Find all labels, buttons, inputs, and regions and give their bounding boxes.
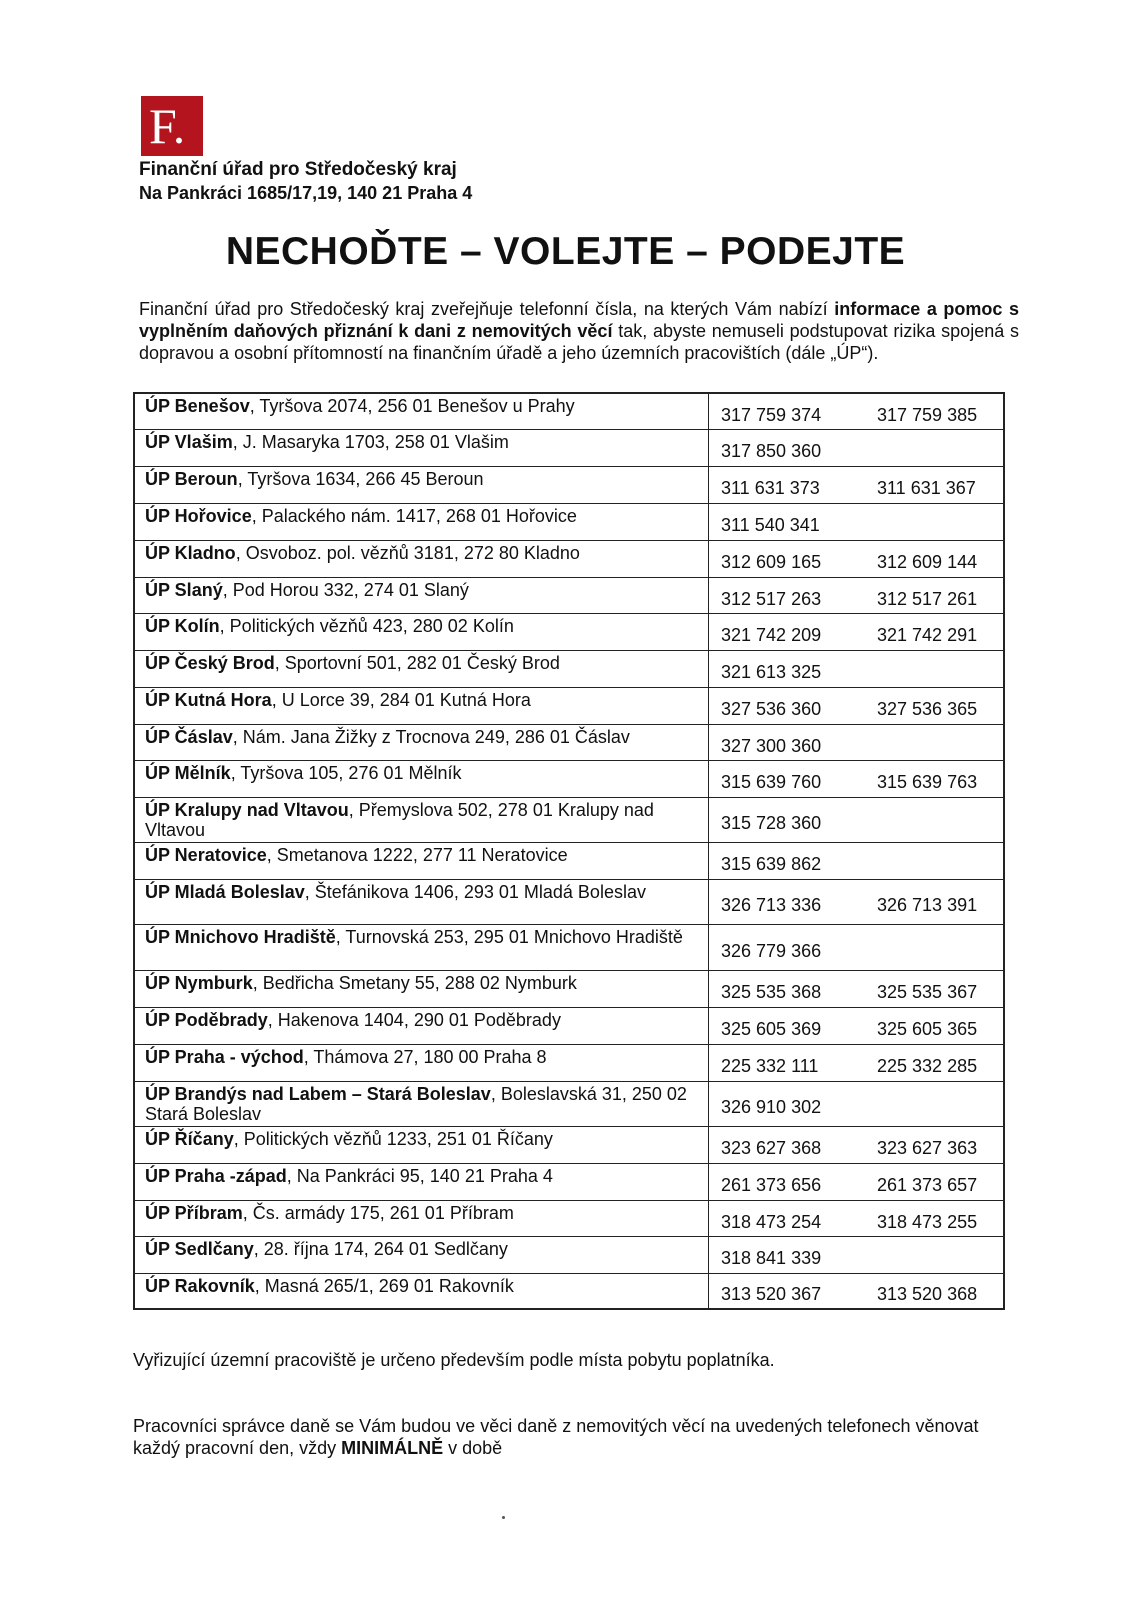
office-name: ÚP Příbram [145,1202,243,1223]
office-street: , Tyršova 105, 276 01 Mělník [230,762,462,783]
phone-secondary: 225 332 285 [871,1044,1004,1081]
phone-secondary: 317 759 385 [871,393,1004,429]
office-address: Na Pankráci 1685/17,19, 140 21 Praha 4 [139,183,473,203]
phone-secondary: 312 517 261 [871,577,1004,613]
office-name: ÚP Český Brod [145,652,275,673]
phone-primary: 325 535 368 [709,970,872,1007]
office-name: ÚP Mnichovo Hradiště [145,926,336,947]
office-address-cell [134,879,709,924]
phone-primary: 323 627 368 [709,1126,872,1163]
table-row [134,1007,1004,1044]
table-row [134,924,1004,970]
phone-secondary [871,1081,1004,1126]
office-street: , Na Pankráci 95, 140 21 Praha 4 [286,1165,553,1186]
phone-secondary [871,650,1004,687]
office-name: ÚP Neratovice [145,844,267,865]
table-row [134,970,1004,1007]
office-name: ÚP Poděbrady [145,1009,268,1030]
office-name: ÚP Kolín [145,615,220,636]
office-name: ÚP Beroun [145,468,238,489]
table-row [134,503,1004,540]
phone-secondary: 325 605 365 [871,1007,1004,1044]
phone-primary: 321 613 325 [709,650,872,687]
phone-primary: 313 520 367 [709,1273,872,1309]
office-address-cell [134,429,709,466]
office-address-cell [134,970,709,1007]
office-address-cell [134,466,709,503]
phone-secondary: 323 627 363 [871,1126,1004,1163]
intro-paragraph [139,298,1019,364]
phone-secondary: 321 742 291 [871,613,1004,650]
office-address-cell [134,650,709,687]
table-row [134,429,1004,466]
office-street: , Politických vězňů 423, 280 02 Kolín [219,615,514,636]
office-address-cell [134,393,709,429]
phone-secondary [871,797,1004,842]
office-street: , Tyršova 2074, 256 01 Benešov u Prahy [249,396,575,416]
scan-speck [502,1516,505,1519]
phone-secondary: 327 536 365 [871,687,1004,724]
office-address-cell [134,540,709,577]
phone-primary: 315 639 760 [709,760,872,797]
office-address-cell [134,1236,709,1273]
office-street: , Přemyslova 502, 278 01 Kralupy nad Vltavou [145,799,654,840]
office-street: , Sportovní 501, 282 01 Český Brod [274,652,560,673]
office-street: , Boleslavská 31, 250 02 Stará Boleslav [145,1083,687,1124]
working-hours-paragraph [133,1415,1013,1459]
phone-secondary [871,924,1004,970]
office-address-cell [134,924,709,970]
table-row [134,760,1004,797]
office-street: , Turnovská 253, 295 01 Mnichovo Hradiště [335,926,683,947]
office-address-cell [134,1200,709,1236]
workers-text-end: v době [443,1438,503,1458]
office-address-cell [134,613,709,650]
table-row [134,650,1004,687]
table-row [134,393,1004,429]
table-row [134,1044,1004,1081]
phone-primary: 327 536 360 [709,687,872,724]
offices-table-body [134,393,1004,1309]
office-name: ÚP Kladno [145,542,236,563]
office-name: ÚP Slaný [145,579,223,600]
office-street: , Masná 265/1, 269 01 Rakovník [254,1275,514,1296]
table-row [134,466,1004,503]
residence-note: Vyřizující územní pracoviště je určeno především podle místa pobytu poplatníka. [133,1350,775,1370]
office-name: ÚP Rakovník [145,1275,255,1296]
table-row [134,797,1004,842]
office-street: , U Lorce 39, 284 01 Kutná Hora [271,689,531,710]
office-address-cell [134,1273,709,1309]
office-name: ÚP Praha -západ [145,1165,287,1186]
office-name: ÚP Nymburk [145,972,253,993]
phone-primary: 261 373 656 [709,1163,872,1200]
office-address-cell [134,687,709,724]
phone-secondary: 312 609 144 [871,540,1004,577]
table-row [134,1236,1004,1273]
phone-secondary: 325 535 367 [871,970,1004,1007]
phone-primary: 325 605 369 [709,1007,872,1044]
office-street: , Tyršova 1634, 266 45 Beroun [237,468,484,489]
office-address-cell [134,1081,709,1126]
office-address-cell [134,503,709,540]
office-name: ÚP Kralupy nad Vltavou [145,799,349,820]
office-street: , Nám. Jana Žižky z Trocnova 249, 286 01 Čáslav [232,726,630,747]
phone-primary: 318 841 339 [709,1236,872,1273]
office-street: , Osvoboz. pol. vězňů 3181, 272 80 Kladno [235,542,580,563]
table-row [134,613,1004,650]
office-street: , Hakenova 1404, 290 01 Poděbrady [267,1009,561,1030]
office-street: , Smetanova 1222, 277 11 Neratovice [266,844,568,865]
phone-secondary: 318 473 255 [871,1200,1004,1236]
office-street: , J. Masaryka 1703, 258 01 Vlašim [232,431,509,452]
phone-secondary: 313 520 368 [871,1273,1004,1309]
phone-secondary [871,724,1004,760]
phone-primary: 327 300 360 [709,724,872,760]
phone-primary: 326 910 302 [709,1081,872,1126]
office-name: ÚP Mělník [145,762,231,783]
phone-secondary: 261 373 657 [871,1163,1004,1200]
office-name: ÚP Hořovice [145,505,252,526]
phone-primary: 311 631 373 [709,466,872,503]
phone-primary: 312 609 165 [709,540,872,577]
office-address-cell [134,760,709,797]
office-address-cell [134,724,709,760]
phone-primary: 311 540 341 [709,503,872,540]
office-street: , 28. října 174, 264 01 Sedlčany [253,1238,508,1259]
phone-secondary [871,503,1004,540]
phone-primary: 326 779 366 [709,924,872,970]
table-row [134,724,1004,760]
office-name: ÚP Mladá Boleslav [145,881,305,902]
phone-primary: 225 332 111 [709,1044,872,1081]
office-address-cell [134,1007,709,1044]
phone-secondary [871,842,1004,879]
office-street: , Čs. armády 175, 261 01 Příbram [242,1202,514,1223]
office-name: Finanční úřad pro Středočeský kraj [139,159,457,180]
office-address-cell [134,1126,709,1163]
phone-secondary: 326 713 391 [871,879,1004,924]
phone-primary: 312 517 263 [709,577,872,613]
office-name: ÚP Říčany [145,1128,234,1149]
table-row [134,687,1004,724]
table-row [134,577,1004,613]
office-address-cell [134,1163,709,1200]
office-street: , Palackého nám. 1417, 268 01 Hořovice [251,505,577,526]
office-address-cell [134,577,709,613]
office-street: , Thámova 27, 180 00 Praha 8 [303,1046,547,1067]
phone-secondary [871,1236,1004,1273]
table-row [134,1081,1004,1126]
office-name: ÚP Čáslav [145,726,233,747]
office-street: , Pod Horou 332, 274 01 Slaný [222,579,469,600]
financni-sprava-logo: F. [141,96,203,156]
phone-primary: 315 639 862 [709,842,872,879]
office-address-cell [134,842,709,879]
table-row [134,1200,1004,1236]
office-name: ÚP Kutná Hora [145,689,272,710]
table-row [134,1273,1004,1309]
workers-text-bold: MINIMÁLNĚ [341,1438,444,1458]
intro-text-start: Finanční úřad pro Středočeský kraj zveřejňuje telefonní čísla, na kterých Vám nabízí [139,299,835,319]
office-name: ÚP Praha - východ [145,1046,304,1067]
intro-text-bold: informace a pomoc s vyplněním daňových přiznání k dani z nemovitých věcí [139,299,1019,341]
office-street: , Politických vězňů 1233, 251 01 Říčany [233,1128,553,1149]
table-row [134,879,1004,924]
phone-secondary: 311 631 367 [871,466,1004,503]
phone-primary: 317 850 360 [709,429,872,466]
phone-primary: 315 728 360 [709,797,872,842]
intro-text-end: tak, abyste nemuseli podstupovat rizika spojená s dopravou a osobní přítomností na finančním úřadě a jeho územních pracovištích (dále „ÚP“). [139,321,1019,363]
office-address-cell [134,1044,709,1081]
office-name: ÚP Sedlčany [145,1238,254,1259]
office-name: ÚP Brandýs nad Labem – Stará Boleslav [145,1083,491,1104]
offices-table [133,392,1005,1310]
table-row [134,540,1004,577]
table-row [134,1163,1004,1200]
office-address-cell [134,797,709,842]
office-name: ÚP Benešov [145,396,250,416]
office-street: , Štefánikova 1406, 293 01 Mladá Boleslav [304,881,646,902]
phone-secondary: 315 639 763 [871,760,1004,797]
phone-secondary [871,429,1004,466]
table-row [134,1126,1004,1163]
phone-primary: 318 473 254 [709,1200,872,1236]
phone-primary: 321 742 209 [709,613,872,650]
table-row [134,842,1004,879]
page-title: NECHOĎTE – VOLEJTE – PODEJTE [225,230,906,273]
office-street: , Bedřicha Smetany 55, 288 02 Nymburk [252,972,577,993]
workers-text-start: Pracovníci správce daně se Vám budou ve věci daně z nemovitých věcí na uvedených telefonech věnovat každý pracovní den, vždy [133,1416,979,1458]
phone-primary: 317 759 374 [709,393,872,429]
phone-primary: 326 713 336 [709,879,872,924]
office-name: ÚP Vlašim [145,431,233,452]
